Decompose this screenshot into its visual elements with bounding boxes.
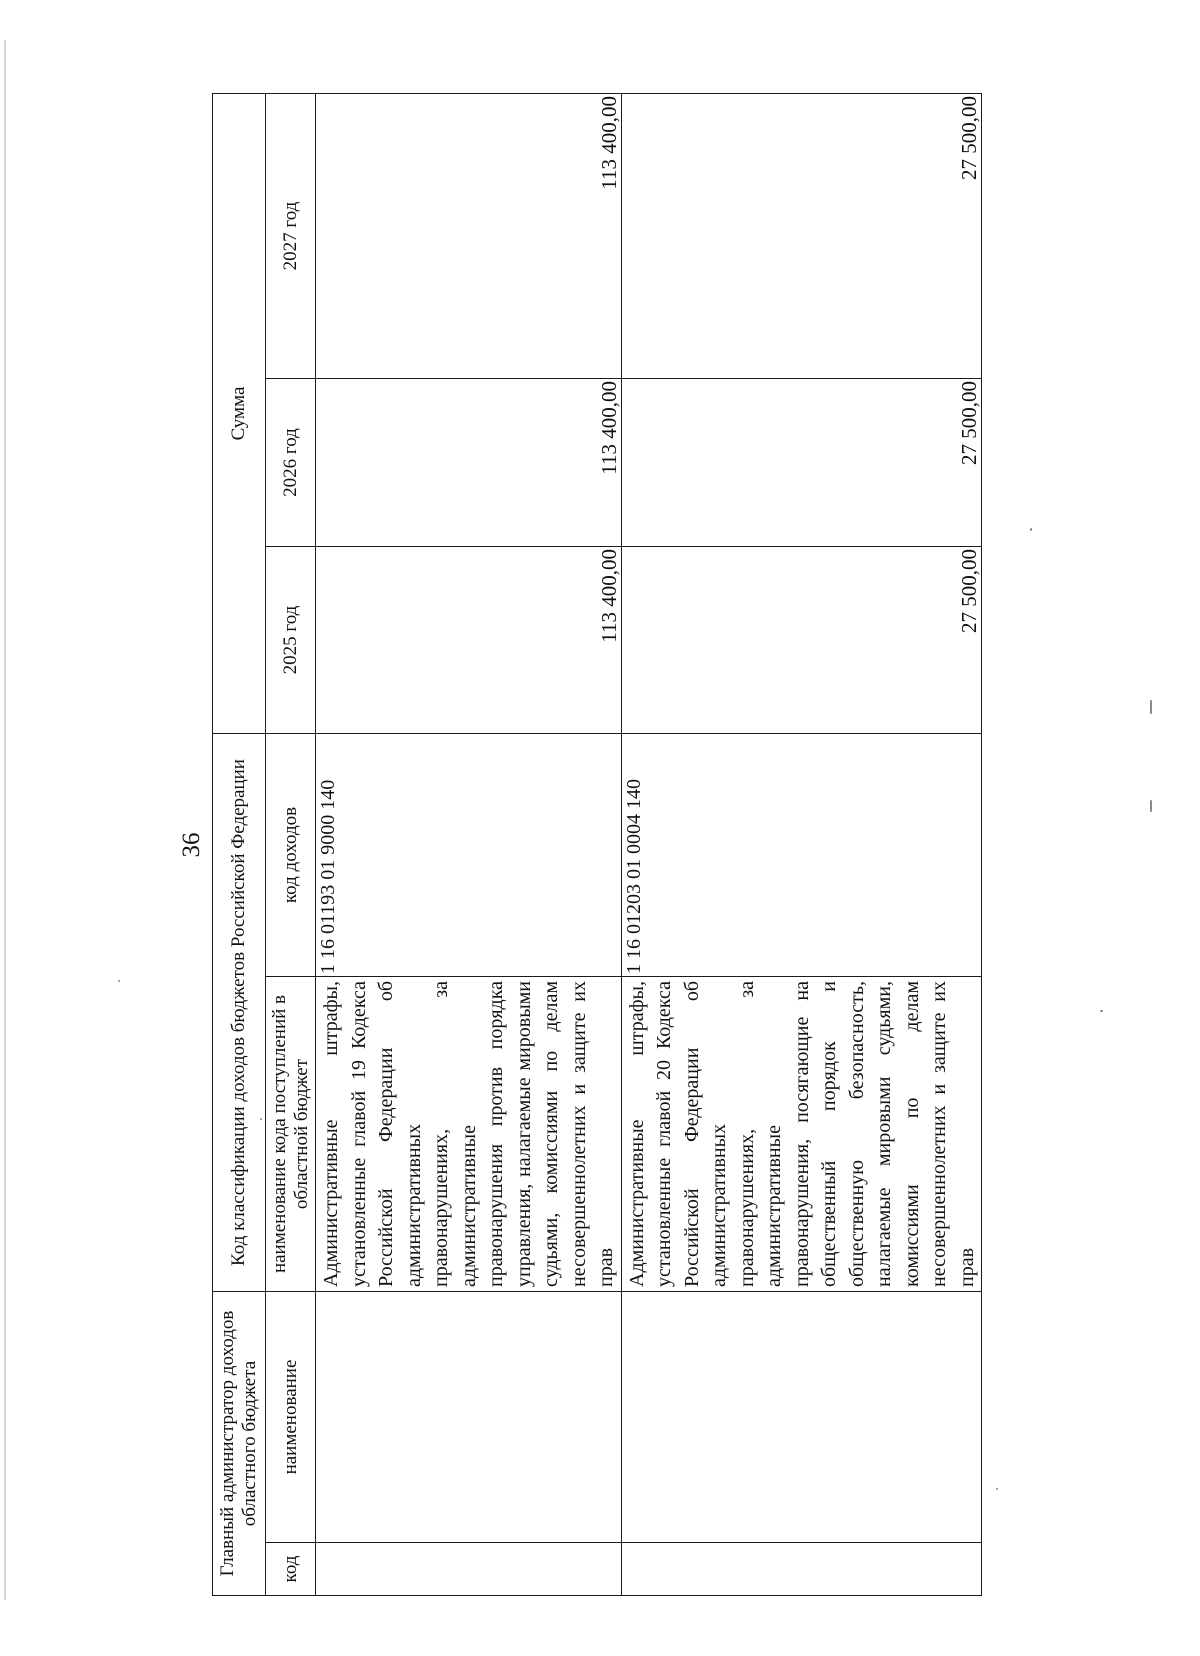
- scan-speck: [1150, 800, 1152, 812]
- scan-speck: [1150, 700, 1152, 714]
- amount-2027-cell: 27 500,00: [621, 94, 982, 379]
- header-2027: 2027 год: [266, 94, 316, 379]
- amount-2026-cell: 27 500,00: [621, 379, 982, 547]
- income-code-cell: 1 16 01203 01 0004 140: [621, 734, 982, 977]
- amount-2025-cell: 27 500,00: [621, 547, 982, 734]
- scan-speck: [118, 980, 120, 982]
- header-name: наименование: [266, 1292, 316, 1543]
- amount-2026-cell: 113 400,00: [316, 379, 622, 547]
- income-code-cell: 1 16 01193 01 9000 140: [316, 734, 622, 977]
- header-code: код: [266, 1543, 316, 1596]
- income-name-cell: Административные штрафы, установленные главой 19 Кодекса Российской Федерации об административных правонарушениях, за административные правонарушения против порядка управления, налагаемые мировыми судьями, комиссиями по делам несовершеннолетних и защите их прав: [316, 977, 622, 1292]
- scan-speck: [4, 40, 6, 1600]
- scan-speck: [996, 1488, 998, 1490]
- header-2025: 2025 год: [266, 547, 316, 734]
- header-income-code: код доходов: [266, 734, 316, 977]
- header-income-name: наименование кода поступлений в областной бюджет: [266, 977, 316, 1292]
- page-number-layer: [172, 94, 908, 1596]
- amount-2025-cell: 113 400,00: [316, 547, 622, 734]
- header-admin-group: Главный администратор доходов областного бюджета: [213, 1292, 266, 1596]
- amount-2027-cell: 113 400,00: [316, 94, 622, 379]
- scan-speck: [1100, 1010, 1103, 1012]
- scan-speck: [1030, 528, 1032, 531]
- income-name-cell: Административные штрафы, установленные главой 20 Кодекса Российской Федерации об административных правонарушениях, за административные правонарушения, посягающие на общественный порядок и общественную безопасность, налагаемые мировыми судьями, комиссиями по делам несовершеннолетних и защите их прав: [621, 977, 982, 1292]
- header-code-group: Код классификации доходов бюджетов Российской Федерации: [213, 734, 266, 1292]
- page-number: 36: [178, 832, 205, 858]
- header-2026: 2026 год: [266, 379, 316, 547]
- header-sum-group: Сумма: [213, 94, 266, 734]
